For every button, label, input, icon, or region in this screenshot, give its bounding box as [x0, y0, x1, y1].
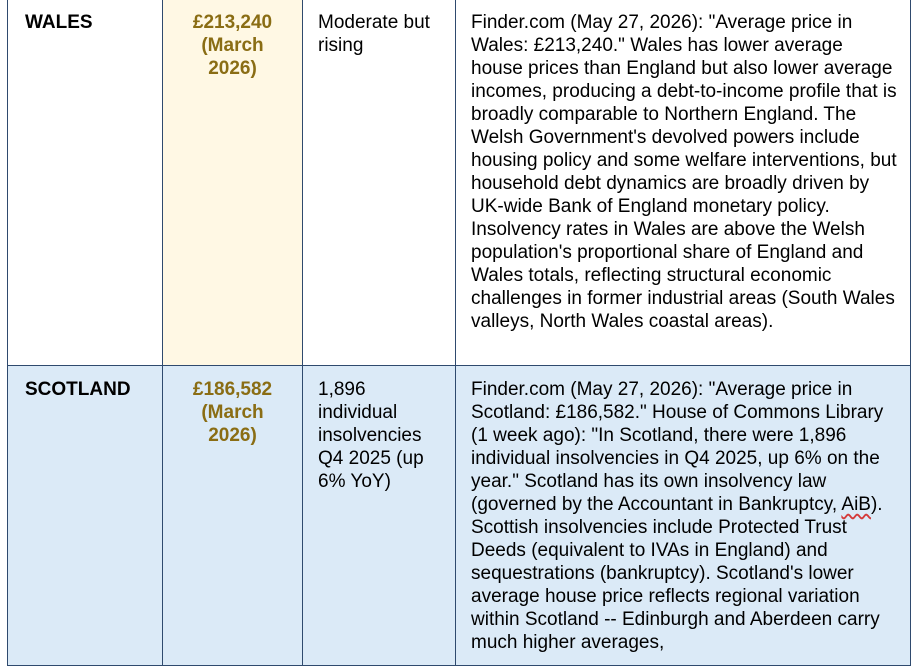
regional-table — [7, 0, 911, 666]
notes-cell: Finder.com (May 27, 2026): "Average price in Wales: £213,240." Wales has lower average house prices than England but also lower average incomes, producing a debt-to-income profile that is broadly comparable to Northern England. The Welsh Government's devolved powers include housing policy and some welfare interventions, but household debt dynamics are broadly driven by UK-wide Bank of England monetary policy. Insolvency rates in Wales are above the Welsh population's proportional share of England and Wales totals, reflecting structural economic challenges in former industrial areas (South Wales valleys, North Wales coastal areas). — [456, 0, 911, 366]
trend-cell: 1,896 individual insolvencies Q4 2025 (up 6% YoY) — [303, 366, 456, 666]
notes-text-part2: ). Scottish insolvencies include Protected Trust Deeds (equivalent to IVAs in England) and sequestrations (bankruptcy). Scotland's lower average house price reflects regional variation within Scotland -- Edinburgh and Aberdeen carry much higher averages, — [471, 494, 883, 653]
notes-text-part1: Finder.com (May 27, 2026): "Average price in Scotland: £186,582." House of Commons Library (1 week ago): "In Scotland, there were 1,896 individual insolvencies in Q4 2025, up 6% on the year." Scotland has its own insolvency law (governed by the Accountant in Bankruptcy, — [471, 379, 884, 515]
region-cell: WALES — [8, 0, 163, 366]
trend-cell: Moderate but rising — [303, 0, 456, 366]
notes-cell — [456, 366, 911, 666]
price-date-open: (March — [201, 35, 264, 56]
table-row — [8, 366, 911, 666]
region-cell: SCOTLAND — [8, 366, 163, 666]
price-cell — [163, 366, 303, 666]
price-cell — [163, 0, 303, 366]
price-date-close: 2026) — [208, 58, 257, 79]
table-row — [8, 0, 911, 366]
price-value: £186,582 — [192, 379, 273, 400]
price-date-open: (March — [201, 402, 264, 423]
price-value: £213,240 — [192, 12, 273, 33]
spellcheck-flagged-word[interactable]: AiB — [841, 494, 871, 515]
price-date-close: 2026) — [208, 425, 257, 446]
